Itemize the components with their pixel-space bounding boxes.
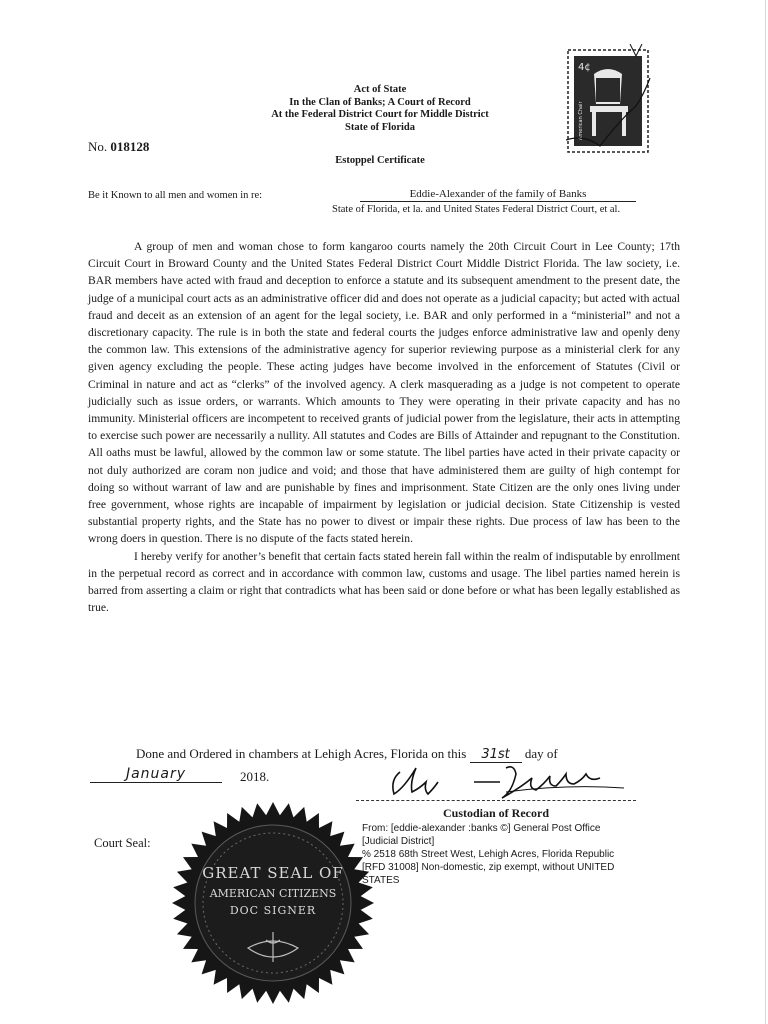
from-address-block xyxy=(362,822,662,887)
from-line: [Judicial District] xyxy=(362,836,435,847)
handwritten-month: January xyxy=(90,766,222,783)
stamp-side-text: American Chair xyxy=(578,101,584,140)
stamp-value: 4¢ xyxy=(578,62,591,73)
handwritten-day: 31st xyxy=(470,747,522,763)
from-line: STATES xyxy=(362,875,400,886)
year: 2018. xyxy=(240,769,270,784)
header-line-2: In the Clan of Banks; A Court of Record xyxy=(289,96,471,108)
court-seal-icon xyxy=(170,800,376,1006)
signature-line xyxy=(356,800,636,801)
certificate-body xyxy=(88,238,680,616)
in-re-respondents: State of Florida, et la. and United States Federal District Court, et al. xyxy=(332,204,621,215)
seal-text-line-2: AMERICAN CITIZENS xyxy=(209,887,337,900)
from-line: From: [eddie-alexander :banks ©] General Post Office xyxy=(362,823,601,834)
header-line-1: Act of State xyxy=(353,84,407,95)
from-line: % 2518 68th Street West, Lehigh Acres, Florida Republic xyxy=(362,849,615,860)
seal-text-line-3: DOC SIGNER xyxy=(229,904,317,917)
seal-text-line-1: GREAT SEAL OF xyxy=(202,864,344,882)
done-suffix: day of xyxy=(524,746,558,761)
body-paragraph: A group of men and woman chose to form kangaroo courts namely the 20th Circuit Court in Lee County; 17th Circuit Court in Broward County and the United States Federal District Court Middle District Florida. The law society, i.e. BAR members have acted with fraud and deception to enforce a statute and its subsequent amendment to the present date, the judge of a municipal court acts as an administrative officer did and does not operate as a judicial capacity; but acted with actual fraud and deceit as an extension of an agent for the legal society, i.e. BAR and only performed in a “ministerial” and not a discretionary capacity. The rule is in both the state and federal courts the judges enforce administrative law and openly deny the common law. This extensions of the administrative agency for superior reviewing purpose as a ministerial clerk for any given agency excluding the people. These acting judges have become involved in the enforcement of Statutes (Civil or Criminal in nature and act as “clerks” of the involved agency. A clerk masquerading as a judge is not competent to operate judicially such as issue orders, or warrants. Which amounts to They were operating in their private capacity and has no immunity. Ministerial officers are incompetent to received grants of judicial power from the legislature, their acts in attempting to exercise such power are necessarily a nullity. All statutes and Codes are Bills of Attainder and repugnant to the Constitution. All oaths must be lawful, allowed by the common law or some statute. The libel parties have acted in their private capacity or not duly authorized are coram non judice and void; and those that have administered them are guilty of high contempt for doing so without warrant of law and are punishable by fines and imprisonment. State Citizen are the only ones living under free government, whose rights are incapable of impairment by legislation or judicial decision. State Citizenship is vested substantial property rights, and the State has no power to divest or impair these rights. Due process of law has been to the wrong doers in question. There is no dispute of the facts stated herein. xyxy=(88,240,680,546)
done-prefix: Done and Ordered in chambers at Lehigh Acres, Florida on this xyxy=(136,746,467,761)
court-seal-label: Court Seal: xyxy=(94,836,151,850)
document-header xyxy=(180,84,580,134)
document-number-label: No. xyxy=(88,139,108,154)
postage-stamp-icon xyxy=(566,44,652,156)
custodian-title: Custodian of Record xyxy=(442,806,549,820)
header-line-4: State of Florida xyxy=(345,121,415,133)
in-re-party-name: Eddie-Alexander of the family of Banks xyxy=(360,188,636,202)
header-line-3: At the Federal District Court for Middle District xyxy=(271,109,489,120)
document-number-value: 018128 xyxy=(110,139,150,154)
document-number xyxy=(88,139,149,155)
scan-edge xyxy=(765,0,766,1024)
certificate-title: Estoppel Certificate xyxy=(335,155,425,166)
body-paragraph: I hereby verify for another’s benefit that certain facts stated herein fall within the realm of indisputable by enrollment in the perpetual record as correct and in accordance with common law, customs and usage. The libel parties named herein is barred from asserting a claim or right that contradicts what has been said or done before or what has been legally established as true. xyxy=(88,549,680,615)
in-re-preamble: Be it Known to all men and women in re: xyxy=(88,190,263,201)
from-line: [RFD 31008] Non-domestic, zip exempt, without UNITED xyxy=(362,862,615,873)
handwritten-signature-icon xyxy=(356,760,636,802)
